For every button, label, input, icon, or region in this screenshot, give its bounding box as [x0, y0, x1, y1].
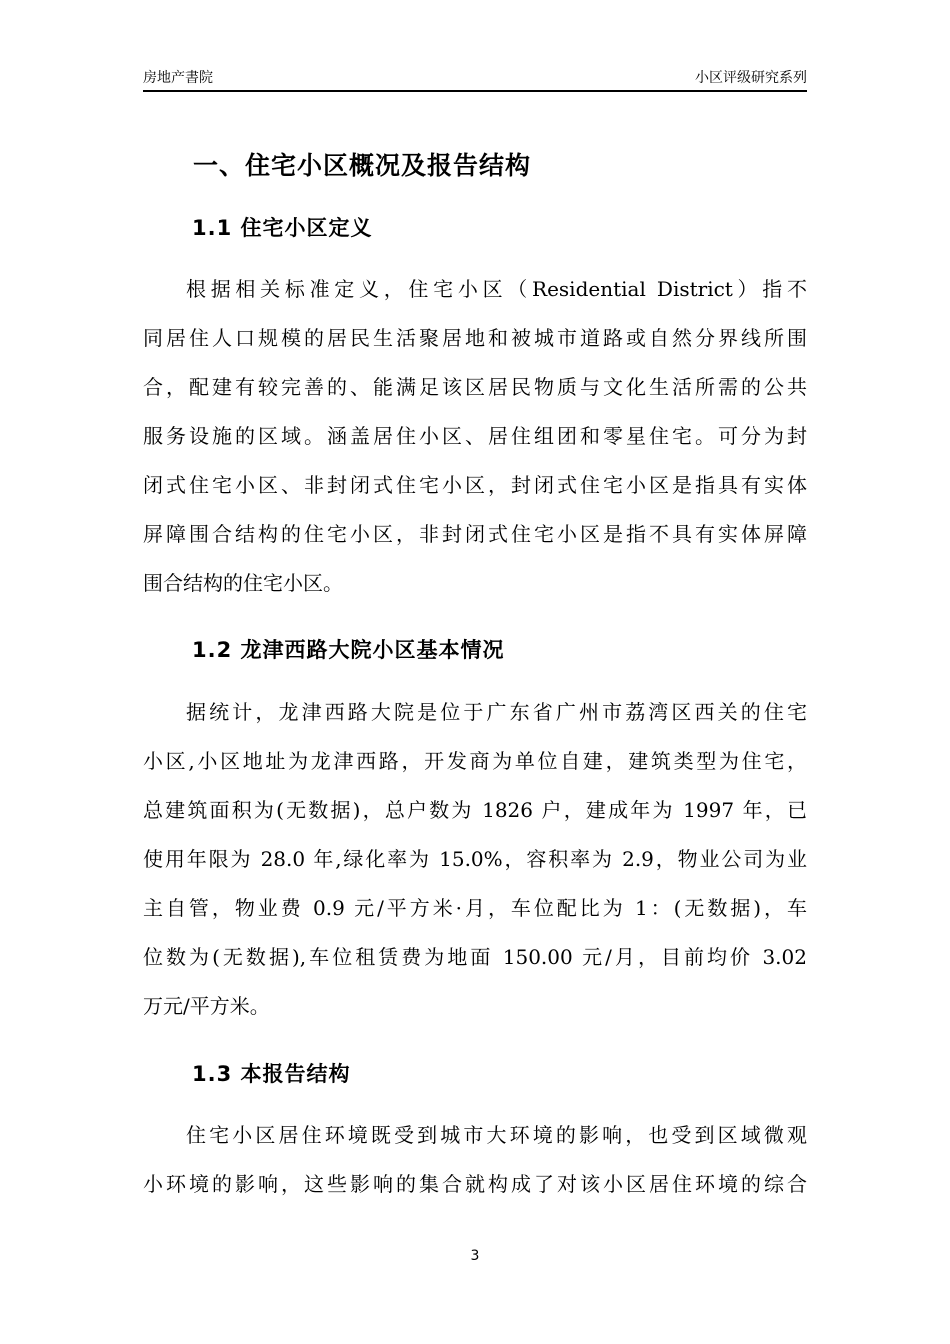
- text-line: 闭式住宅小区、非封闭式住宅小区，封闭式住宅小区是指具有实体: [143, 473, 807, 497]
- text-line: 合，配建有较完善的、能满足该区居民物质与文化生活所需的公共: [143, 375, 807, 399]
- text-line: 根据相关标准定义，住宅小区（Residential District）指不: [186, 277, 807, 301]
- text-line: 位数为(无数据),车位租赁费为地面 150.00 元/月，目前均价 3.02: [143, 945, 807, 969]
- text-line: 总建筑面积为(无数据)，总户数为 1826 户，建成年为 1997 年，已: [143, 798, 807, 822]
- section-1-2-paragraph: [143, 688, 807, 1031]
- text-line: 据统计，龙津西路大院是位于广东省广州市荔湾区西关的住宅: [186, 700, 807, 724]
- text-line: 同居住人口规模的居民生活聚居地和被城市道路或自然分界线所围: [143, 326, 807, 350]
- header-series-title: 小区评级研究系列: [695, 70, 807, 86]
- section-heading-1-3: 1.3 本报告结构: [192, 1062, 351, 1086]
- text-line: 小区,小区地址为龙津西路，开发商为单位自建，建筑类型为住宅，: [143, 749, 807, 773]
- section-heading-1-2: 1.2 龙津西路大院小区基本情况: [192, 638, 505, 662]
- text-line: 使用年限为 28.0 年,绿化率为 15.0%，容积率为 2.9，物业公司为业: [143, 847, 807, 871]
- page-number: 3: [470, 1248, 480, 1264]
- text-line: 万元/平方米。: [143, 994, 270, 1018]
- section-1-1-paragraph: [143, 265, 807, 608]
- text-line: 服务设施的区域。涵盖居住小区、居住组团和零星住宅。可分为封: [143, 424, 807, 448]
- text-line: 主自管，物业费 0.9 元/平方米·月，车位配比为 1：(无数据)，车: [143, 896, 807, 920]
- text-line: 围合结构的住宅小区。: [143, 571, 343, 595]
- text-line: 屏障围合结构的住宅小区，非封闭式住宅小区是指不具有实体屏障: [143, 522, 807, 546]
- chapter-title: 一、住宅小区概况及报告结构: [193, 151, 532, 180]
- section-1-3-paragraph: [143, 1111, 807, 1209]
- page-header: [143, 68, 807, 92]
- header-publisher: 房地产書院: [143, 70, 213, 86]
- section-heading-1-1: 1.1 住宅小区定义: [192, 216, 373, 240]
- text-line: 住宅小区居住环境既受到城市大环境的影响，也受到区域微观: [186, 1123, 807, 1147]
- text-line: 小环境的影响，这些影响的集合就构成了对该小区居住环境的综合: [143, 1172, 807, 1196]
